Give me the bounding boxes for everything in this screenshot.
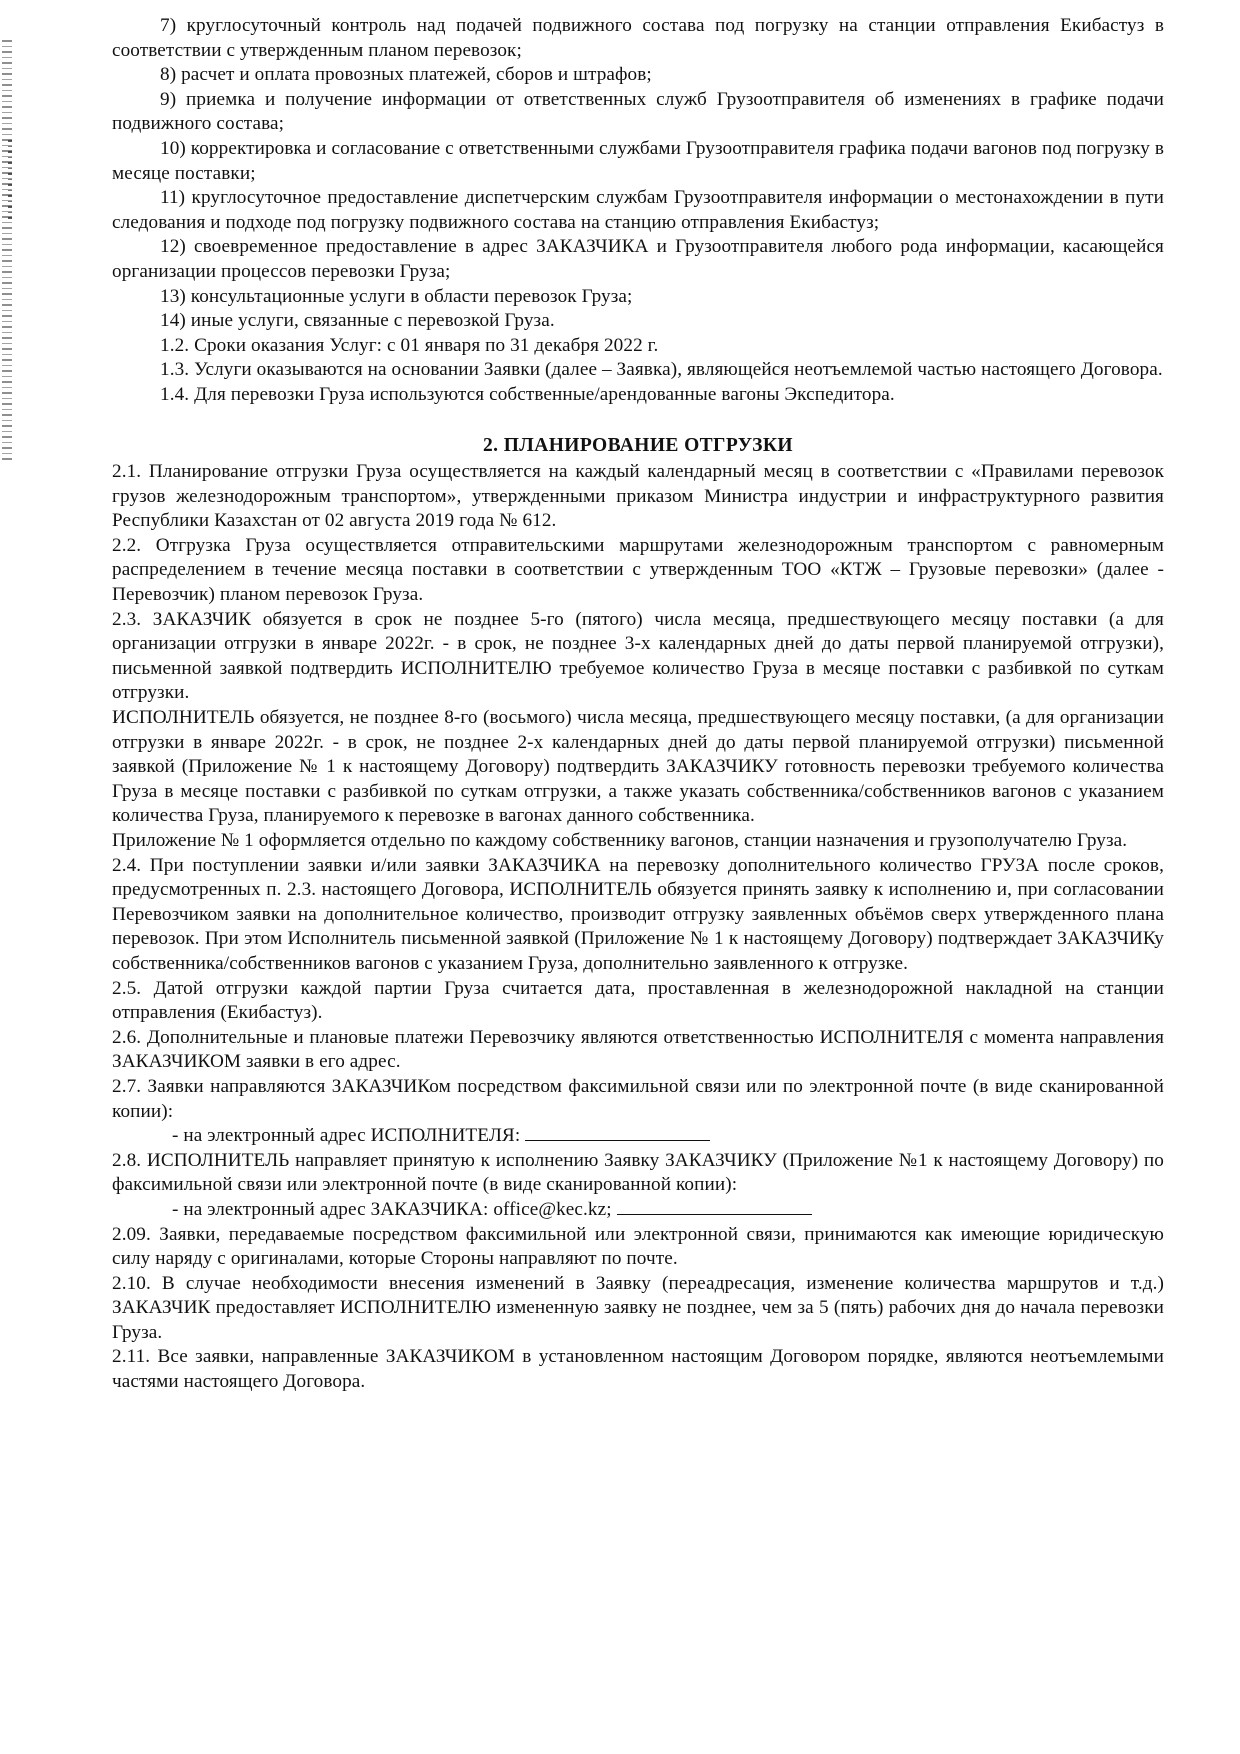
clause-2-8: 2.8. ИСПОЛНИТЕЛЬ направляет принятую к исполнению Заявку ЗАКАЗЧИКУ (Приложение №1 к настоящему Договору) по факсимильной связи или электронной почте (в виде сканированной копии): (112, 1149, 1164, 1196)
clause-2-4: 2.4. При поступлении заявки и/или заявки ЗАКАЗЧИКА на перевозку дополнительного количество ГРУЗА после сроков, предусмотренных п. 2.3. настоящего Договора, ИСПОЛНИТЕЛЬ обязуется принять заявку к исполнению и, при согласовании Перевозчиком заявки на дополнительное количество, производит отгрузку заявленных объёмов сверх утвержденного плана перевозок. При этом Исполнитель письменной заявкой (Приложение № 1 к настоящему Договору) подтверждает ЗАКАЗЧИКу собственника/собственников вагонов с указанием Груза, дополнительно заявленного к отгрузке. (112, 854, 1164, 974)
customer-email-label: - на электронный адрес ЗАКАЗЧИКА: office@kec.kz; (172, 1198, 612, 1220)
customer-email-blank (617, 1198, 812, 1215)
clause-2-7-email (112, 1124, 1164, 1149)
clause-2-11: 2.11. Все заявки, направленные ЗАКАЗЧИКОМ в установленном настоящим Договором порядке, являются неотъемлемыми частями настоящего Договора. (112, 1346, 1164, 1393)
scan-margin-marks-dark (8, 140, 12, 220)
item-9: 9) приемка и получение информации от ответственных служб Грузоотправителя об изменениях в графике подачи подвижного состава; (112, 88, 1164, 135)
clause-2-7: 2.7. Заявки направляются ЗАКАЗЧИКом посредством факсимильной связи или по электронной почте (в виде сканированной копии): (112, 1075, 1164, 1122)
clause-2-10: 2.10. В случае необходимости внесения изменений в Заявку (переадресация, изменение количества маршрутов и т.д.) ЗАКАЗЧИК предоставляет ИСПОЛНИТЕЛЮ измененную заявку не позднее, чем за 5 (пять) рабочих дня до начала перевозки Груза. (112, 1272, 1164, 1343)
scan-margin-marks (2, 40, 12, 460)
clause-2-5: 2.5. Датой отгрузки каждой партии Груза считается дата, проставленная в железнодорожной накладной на станции отправления (Екибастуз). (112, 977, 1164, 1024)
clause-2-3: 2.3. ЗАКАЗЧИК обязуется в срок не позднее 5-го (пятого) числа месяца, предшествующего месяцу поставки (а для организации отгрузки в январе 2022г. - в срок, не позднее 3-х календарных дней до даты первой планируемой отгрузки), письменной заявкой подтвердить ИСПОЛНИТЕЛЮ требуемое количество Груза в месяце поставки с разбивкой по суткам отгрузки. (112, 608, 1164, 704)
executor-email-blank (525, 1124, 710, 1141)
clause-2-2: 2.2. Отгрузка Груза осуществляется отправительскими маршрутами железнодорожным транспортом с равномерным распределением в течение месяца поставки в соответствии с утвержденным ТОО «КТЖ – Грузовые перевозки» (далее - Перевозчик) планом перевозок Груза. (112, 534, 1164, 606)
item-13: 13) консультационные услуги в области перевозок Груза; (160, 285, 633, 307)
item-8: 8) расчет и оплата провозных платежей, сборов и штрафов; (160, 64, 652, 86)
item-10: 10) корректировка и согласование с ответственными службами Грузоотправителя графика подачи вагонов под погрузку в месяце поставки; (112, 137, 1164, 184)
clause-2-1: 2.1. Планирование отгрузки Груза осуществляется на каждый календарный месяц в соответствии с «Правилами перевозок грузов железнодорожным транспортом», утвержденными приказом Министра индустрии и инфраструктурного развития Республики Казахстан от 02 августа 2019 года № 612. (112, 461, 1164, 532)
document-page (112, 14, 1164, 1395)
clause-2-8-email (112, 1198, 1164, 1223)
clause-2-3-executor: ИСПОЛНИТЕЛЬ обязуется, не позднее 8-го (восьмого) числа месяца, предшествующего месяцу поставки, (а для организации отгрузки в январе 2022г. - в срок, не позднее 2-х календарных дней до даты первой планируемой отгрузки) письменной заявкой (Приложение № 1 к настоящему Договору) подтвердить ЗАКАЗЧИКУ готовность перевозки требуемого количества Груза в месяце поставки с разбивкой по суткам отгрузки, а также указать собственника/собственников вагонов с указанием количества Груза, планируемого к перевозке в вагонах данного собственника. (112, 707, 1164, 827)
section-2-heading: 2. ПЛАНИРОВАНИЕ ОТГРУЗКИ (483, 434, 793, 456)
executor-email-label: - на электронный адрес ИСПОЛНИТЕЛЯ: (172, 1125, 521, 1147)
clause-1-4: 1.4. Для перевозки Груза используются собственные/арендованные вагоны Экспедитора. (160, 383, 895, 405)
clause-1-2: 1.2. Сроки оказания Услуг: с 01 января по 31 декабря 2022 г. (160, 334, 659, 356)
item-12: 12) своевременное предоставление в адрес ЗАКАЗЧИКА и Грузоотправителя любого рода информации, касающейся организации процессов перевозки Груза; (112, 236, 1164, 282)
item-11: 11) круглосуточное предоставление диспетчерским службам Грузоотправителя информации о местонахождении в пути следования и подходе под погрузку подвижного состава на станцию отправления Екибастуз; (112, 187, 1164, 233)
item-7: 7) круглосуточный контроль над подачей подвижного состава под погрузку на станции отправления Екибастуз в соответствии с утвержденным планом перевозок; (112, 15, 1164, 61)
clause-2-6: 2.6. Дополнительные и плановые платежи Перевозчику являются ответственностью ИСПОЛНИТЕЛЯ с момента направления ЗАКАЗЧИКОМ заявки в его адрес. (112, 1026, 1164, 1073)
clause-2-3-appendix: Приложение № 1 оформляется отдельно по каждому собственнику вагонов, станции назначения и грузополучателю Груза. (112, 830, 1128, 851)
clause-2-9: 2.09. Заявки, передаваемые посредством факсимильной или электронной связи, принимаются как имеющие юридическую силу наряду с оригиналами, которые Стороны направляют по почте. (112, 1223, 1164, 1270)
clause-1-3: 1.3. Услуги оказываются на основании Заявки (далее – Заявка), являющейся неотъемлемой частью настоящего Договора. (160, 359, 1163, 381)
item-14: 14) иные услуги, связанные с перевозкой Груза. (160, 310, 555, 332)
